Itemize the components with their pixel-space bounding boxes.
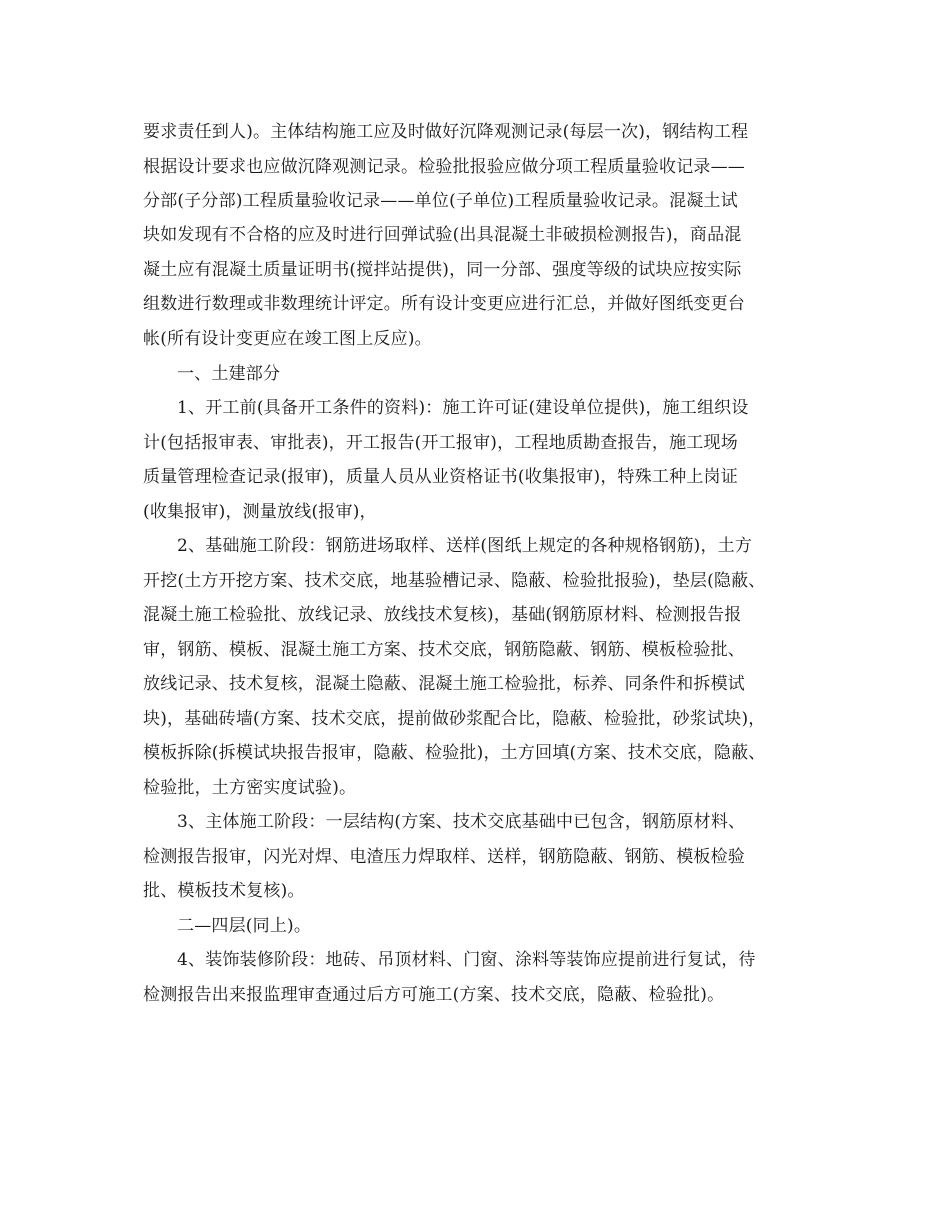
text-line: 块如发现有不合格的应及时进行回弹试验(出具混凝土非破损检测报告)，商品混	[143, 225, 742, 245]
text-line: 检测报告报审，闪光对焊、电渣压力焊取样、送样，钢筋隐蔽、钢筋、模板检验	[143, 847, 745, 867]
text-line: 块)，基础砖墙(方案、技术交底，提前做砂浆配合比，隐蔽、检验批，砂浆试块)，	[143, 709, 766, 729]
text-line: 凝土应有混凝土质量证明书(搅拌站提供)，同一分部、强度等级的试块应按实际	[143, 260, 742, 280]
text-line: 1、开工前(具备开工条件的资料)：施工许可证(建设单位提供)，施工组织设	[177, 398, 749, 418]
section-heading: 一、土建部分	[177, 364, 281, 384]
text-line: 要求责任到人)。主体结构施工应及时做好沉降观测记录(每层一次)，钢结构工程	[143, 122, 749, 142]
text-line: (收集报审)，测量放线(报审)，	[143, 502, 377, 522]
text-line: 3、主体施工阶段：一层结构(方案、技术交底基础中已包含，钢筋原材料、	[177, 812, 746, 832]
text-line: 检测报告出来报监理审查通过后方可施工(方案、技术交底，隐蔽、检验批)。	[143, 985, 725, 1005]
text-line: 分部(子分部)工程质量验收记录——单位(子单位)工程质量验收记录。混凝土试	[143, 191, 738, 211]
text-line: 质量管理检查记录(报审)，质量人员从业资格证书(收集报审)，特殊工种上岗证	[143, 467, 738, 487]
text-line: 4、装饰装修阶段：地砖、吊顶材料、门窗、涂料等装饰应提前进行复试，待	[177, 950, 756, 970]
text-line: 根据设计要求也应做沉降观测记录。检验批报验应做分项工程质量验收记录——	[143, 157, 745, 177]
text-line: 计(包括报审表、审批表)，开工报告(开工报审)，工程地质勘查报告，施工现场	[143, 433, 738, 453]
text-line: 组数进行数理或非数理统计评定。所有设计变更应进行汇总，并做好图纸变更台	[143, 294, 745, 314]
text-line: 批、模板技术复核)。	[143, 881, 305, 901]
text-line: 检验批，土方密实度试验)。	[143, 778, 357, 798]
text-line: 二—四层(同上)。	[177, 916, 312, 936]
text-line: 帐(所有设计变更应在竣工图上反应)。	[143, 329, 432, 349]
text-line: 审，钢筋、模板、混凝土施工方案、技术交底，钢筋隐蔽、钢筋、模板检验批、	[143, 640, 745, 660]
text-line: 放线记录、技术复核，混凝土隐蔽、混凝土施工检验批，标养、同条件和拆模试	[143, 674, 745, 694]
text-line: 开挖(土方开挖方案、技术交底，地基验槽记录、隐蔽、检验批报验)，垫层(隐蔽、	[143, 571, 766, 591]
text-line: 混凝土施工检验批、放线记录、放线技术复核)，基础(钢筋原材料、检测报告报	[143, 605, 742, 625]
text-line: 2、基础施工阶段：钢筋进场取样、送样(图纸上规定的各种规格钢筋)，土方	[177, 536, 753, 556]
text-line: 模板拆除(拆模试块报告报审，隐蔽、检验批)，土方回填(方案、技术交底，隐蔽、	[143, 743, 766, 763]
